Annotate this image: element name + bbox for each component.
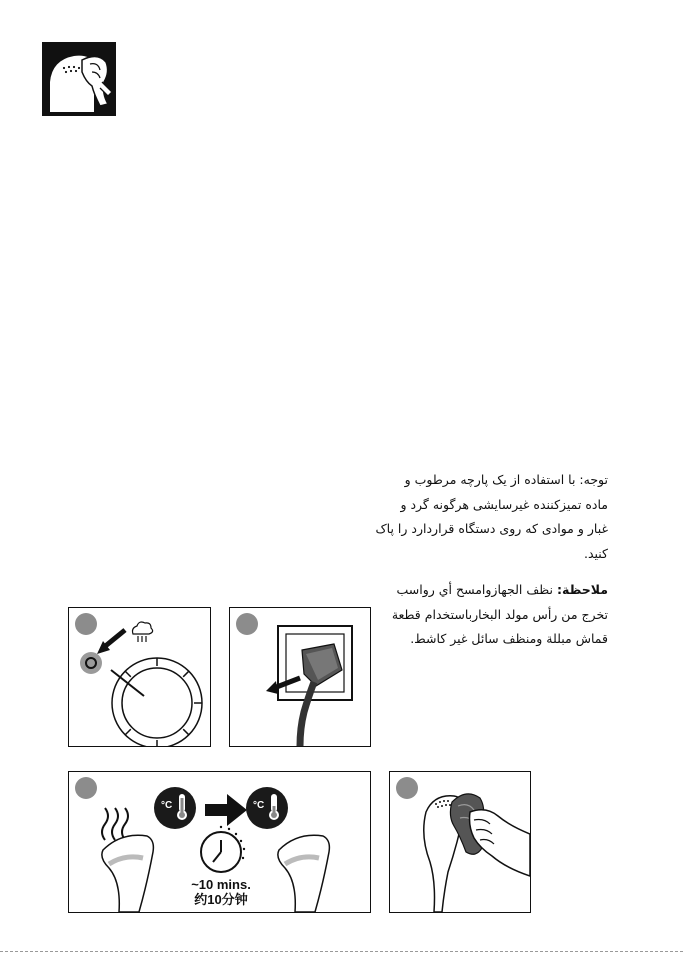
- arabic-note-label: ملاحظة:: [557, 582, 608, 597]
- cooldown-time-en: ~10 mins.: [191, 877, 251, 892]
- persian-note-line: کنید.: [583, 545, 608, 561]
- arabic-note-line: تخرج من رأس مولد البخارباستخدام قطعة: [391, 606, 608, 622]
- steam-waves-icon: [102, 808, 128, 840]
- svg-text:°C: °C: [253, 800, 265, 811]
- persian-note-line: غبار و موادی که روی دستگاه قراردارد را پاک: [375, 521, 608, 536]
- cooldown-time-zh: 约10分钟: [194, 892, 248, 907]
- arabic-note-first-line: [372, 578, 608, 603]
- arabic-note-line-rest: نظف الجهازوامسح أي رواسب: [396, 582, 557, 597]
- step-panel-wipe-head: [389, 771, 531, 913]
- persian-note-line: ماده تمیزکننده غیرسایشی هرگونه گرد و: [400, 496, 608, 512]
- thermometer-celsius-icon: [246, 787, 288, 829]
- step-panel-dial: [68, 607, 211, 747]
- steam-icon: [133, 622, 153, 642]
- arabic-note: [372, 578, 608, 652]
- step-panel-unplug: [229, 607, 371, 747]
- persian-note: [372, 468, 608, 566]
- page-bottom-divider: [0, 951, 683, 952]
- svg-text:°C: °C: [161, 800, 173, 811]
- arabic-note-line: قماش مبللة ومنظف سائل غير كاشط.: [410, 631, 608, 646]
- cooldown-time-label: [180, 877, 262, 907]
- thermometer-celsius-icon: [154, 787, 196, 829]
- persian-note-line: توجه: با استفاده از یک پارچه مرطوب و: [404, 472, 608, 487]
- clock-icon: [201, 826, 245, 872]
- cleaning-steamer-head-icon: [42, 42, 116, 116]
